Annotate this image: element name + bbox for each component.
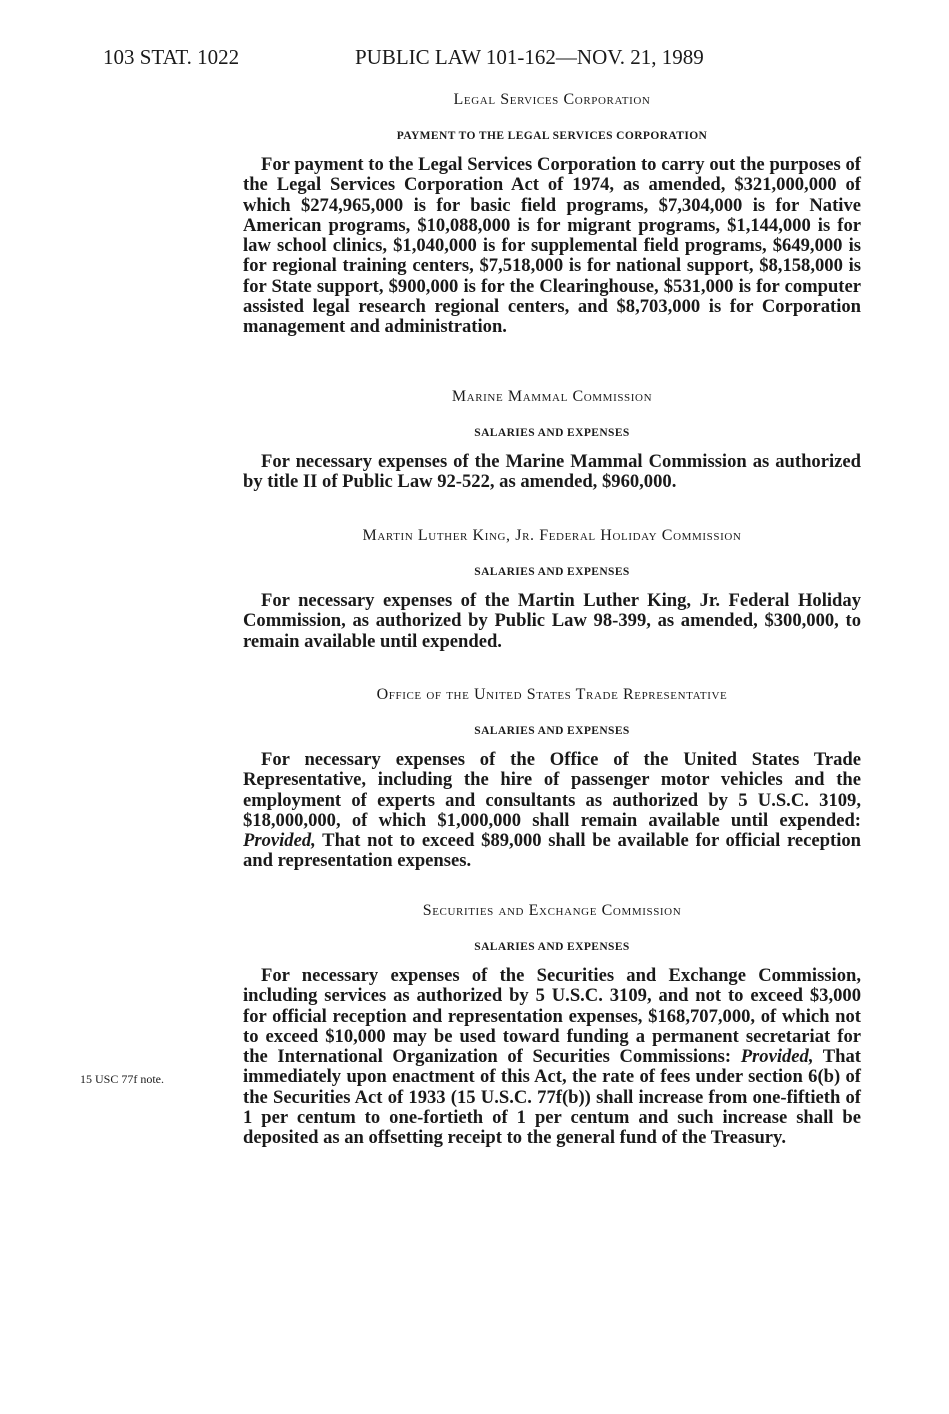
- agency-heading: Legal Services Corporation: [453, 91, 651, 108]
- paragraph-text: That not to exceed $89,000 shall be available for official reception and representation expenses.: [243, 830, 861, 872]
- section-trade-representative: [243, 685, 861, 872]
- stat-citation: 103 STAT. 1022: [103, 45, 240, 69]
- sub-heading: PAYMENT TO THE LEGAL SERVICES CORPORATION: [396, 130, 708, 142]
- paragraph-text: For necessary expenses of the Office of the United States Trade Representative, including the hire of passenger motor vehicles and the employment of experts and consultants as authorized by 5 U.S.C. 3109, $18,000,000, of which $1,000,000 shall remain available until expended:: [243, 749, 861, 831]
- proviso: Provided,: [740, 1046, 814, 1068]
- sub-heading: SALARIES AND EXPENSES: [474, 941, 630, 953]
- public-law-title: PUBLIC LAW 101-162—NOV. 21, 1989: [355, 45, 704, 69]
- section-mlk-commission: [243, 526, 861, 652]
- proviso: Provided,: [243, 830, 316, 852]
- sub-heading: SALARIES AND EXPENSES: [474, 427, 630, 439]
- paragraph: [243, 750, 861, 872]
- paragraph-text: That immediately upon enactment of this Act, the rate of fees under section 6(b) of the Securities Act of 1933 (15 U.S.C. 77f(b)) shall increase from one-fiftieth of 1 per centum to one-fortieth of 1 per centum and such increase shall be deposited as an offsetting receipt to the general fund of the Treasury.: [243, 1046, 862, 1149]
- agency-heading: Martin Luther King, Jr. Federal Holiday Commission: [362, 527, 742, 544]
- agency-heading: Office of the United States Trade Representative: [376, 686, 728, 703]
- section-marine-mammal: [243, 387, 861, 493]
- paragraph: For necessary expenses of the Marine Mammal Commission as authorized by title II of Public Law 92-522, as amended, $960,000.: [243, 451, 861, 493]
- paragraph: For necessary expenses of the Martin Luther King, Jr. Federal Holiday Commission, as authorized by Public Law 98-399, as amended, $300,000, to remain available until expended.: [243, 590, 861, 652]
- paragraph: [243, 966, 861, 1149]
- paragraph-text: For necessary expenses of the Securities and Exchange Commission, including services as authorized by 5 U.S.C. 3109, and not to exceed $3,000 for official reception and representation expenses, $168,707,000, of which not to exceed $10,000 may be used toward funding a permanent secretariat for the International Organization of Securities Commissions:: [243, 965, 861, 1068]
- sub-heading: SALARIES AND EXPENSES: [474, 725, 630, 737]
- sub-heading: SALARIES AND EXPENSES: [474, 566, 630, 578]
- paragraph: For payment to the Legal Services Corporation to carry out the purposes of the Legal Services Corporation Act of 1974, as amended, $321,000,000 of which $274,965,000 is for basic field programs, $7,304,000 is for Native American programs, $10,088,000 is for migrant programs, $1,144,000 is for law school clinics, $1,040,000 is for supplemental field programs, $649,000 is for regional training centers, $7,518,000 is for national support, $8,158,000 is for State support, $900,000 is for the Clearinghouse, $531,000 is for computer assisted legal research regional centers, and $8,703,000 is for Corporation management and administration.: [243, 154, 861, 338]
- agency-heading: Marine Mammal Commission: [451, 388, 653, 405]
- margin-note: 15 USC 77f note.: [80, 1072, 164, 1086]
- section-legal-services: [243, 90, 861, 338]
- section-sec: [243, 901, 861, 1149]
- agency-heading: Securities and Exchange Commission: [422, 902, 682, 919]
